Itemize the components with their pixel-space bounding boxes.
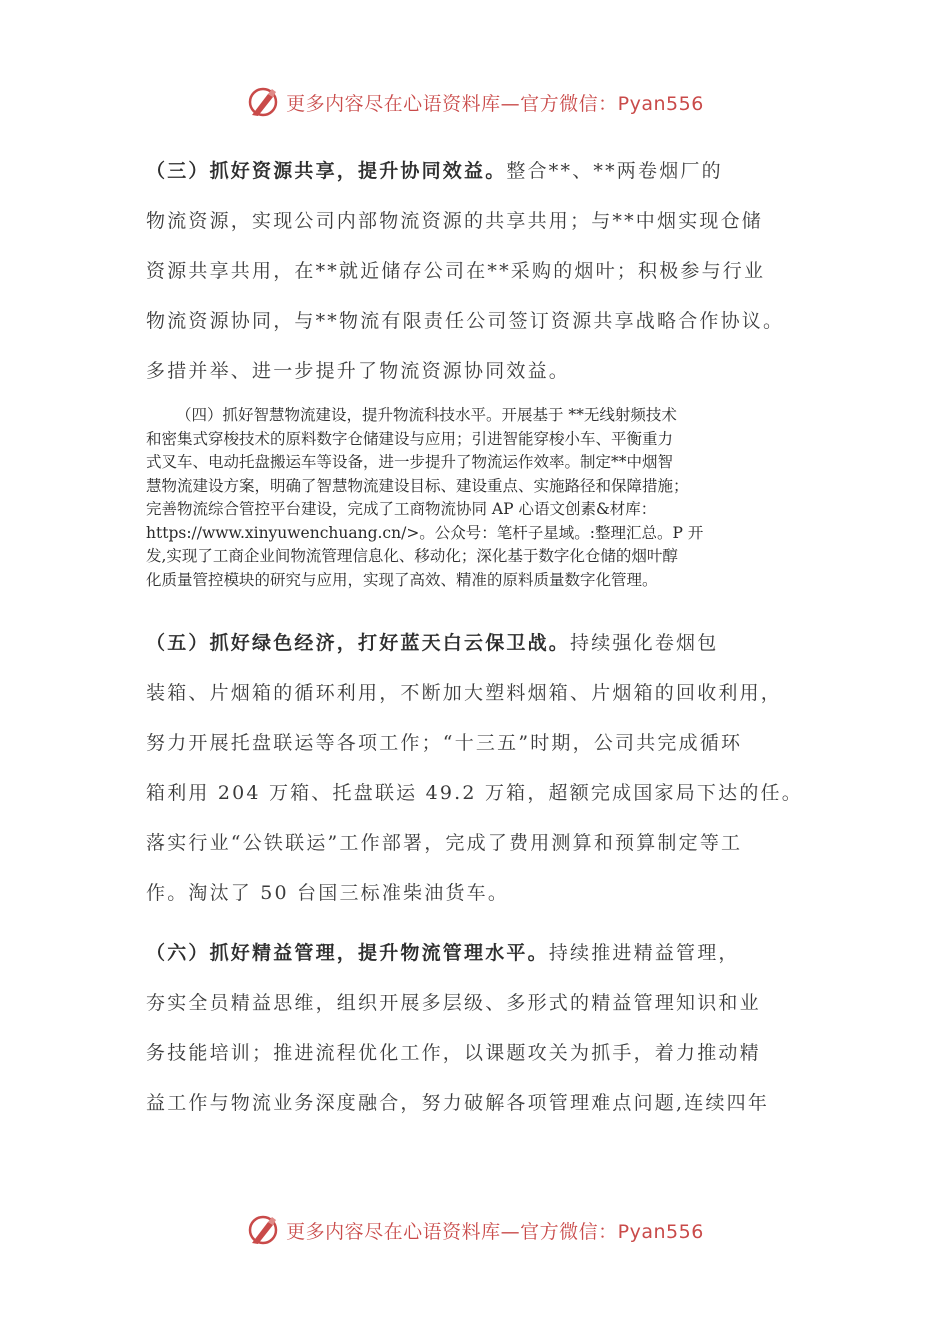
paragraph-line: 发,实现了工商企业间物流管理信息化、移动化；深化基于数字化仓储的烟叶醇: [146, 547, 678, 565]
section-6-text: 持续推进精益管理，: [548, 942, 740, 964]
section-5-text: 持续强化卷烟包: [570, 632, 719, 654]
section-6: [146, 928, 816, 1128]
paragraph-line: 益工作与物流业务深度融合，努力破解各项管理难点问题,连续四年: [146, 1092, 770, 1114]
section-3-heading: （三）抓好资源共享，提升协同效益。: [146, 160, 507, 182]
paragraph-line: 落实行业“公铁联运”工作部署，完成了费用测算和预算制定等工: [146, 832, 743, 854]
paragraph-line: 务技能培训；推进流程优化工作，以课题攻关为抓手，着力推动精: [146, 1042, 761, 1064]
paragraph-line: 物流资源，实现公司内部物流资源的共享共用；与**中烟实现仓储: [146, 210, 764, 232]
pen-nib-logo-icon: [246, 85, 280, 119]
paragraph-line: https://www.xinyuwenchuang.cn/>。公众号：笔杆子星域。:整理汇总。P 开: [146, 523, 704, 542]
section-4: [146, 404, 816, 592]
paragraph-line: 夯实全员精益思维，组织开展多层级、多形式的精益管理知识和业: [146, 992, 761, 1014]
paragraph-line: 箱利用 204 万箱、托盘联运 49.2 万箱，超额完成国家局下达的任。: [146, 782, 803, 804]
paragraph-line: 多措并举、进一步提升了物流资源协同效益。: [146, 360, 571, 382]
paragraph-line: 式叉车、电动托盘搬运车等设备，进一步提升了物流运作效率。制定**中烟智: [146, 453, 674, 471]
paragraph-line: 作。淘汰了 50 台国三标准柴油货车。: [146, 882, 510, 904]
pen-nib-logo-icon: [246, 1213, 280, 1247]
paragraph-line: （四）抓好智慧物流建设，提升物流科技水平。开展基于 **无线射频技术: [176, 406, 677, 424]
paragraph-line: [146, 618, 816, 668]
paragraph-line: 完善物流综合管控平台建设，完成了工商物流协同 AP 心语文创素&材库：: [146, 500, 657, 518]
paragraph-line: [146, 146, 816, 196]
header-banner: [0, 82, 950, 122]
paragraph-line: 物流资源协同，与**物流有限责任公司签订资源共享战略合作协议。: [146, 310, 785, 332]
section-5-heading: （五）抓好绿色经济，打好蓝天白云保卫战。: [146, 632, 571, 654]
paragraph-line: 慧物流建设方案，明确了智慧物流建设目标、建设重点、实施路径和保障措施；: [146, 476, 689, 495]
paragraph-line: 化质量管控模块的研究与应用，实现了高效、精准的原料质量数字化管理。: [146, 570, 658, 589]
paragraph-line: 装箱、片烟箱的循环利用，不断加大塑料烟箱、片烟箱的回收利用，: [146, 682, 783, 704]
section-3-text: 整合**、**两卷烟厂的: [506, 160, 723, 182]
paragraph-line: [146, 928, 816, 978]
paragraph-line: 资源共享共用，在**就近储存公司在**采购的烟叶；积极参与行业: [146, 260, 766, 282]
banner-text: 更多内容尽在心语资料库—官方微信：Pyan556: [286, 1220, 704, 1243]
paragraph-line: 努力开展托盘联运等各项工作；“十三五”时期，公司共完成循环: [146, 732, 743, 754]
banner-text: 更多内容尽在心语资料库—官方微信：Pyan556: [286, 92, 704, 115]
section-6-heading: （六）抓好精益管理，提升物流管理水平。: [146, 942, 549, 964]
section-3: [146, 146, 816, 396]
section-5: [146, 618, 816, 918]
footer-banner: [0, 1210, 950, 1250]
paragraph-line: 和密集式穿梭技术的原料数字仓储建设与应用；引进智能穿梭小车、平衡重力: [146, 429, 674, 448]
